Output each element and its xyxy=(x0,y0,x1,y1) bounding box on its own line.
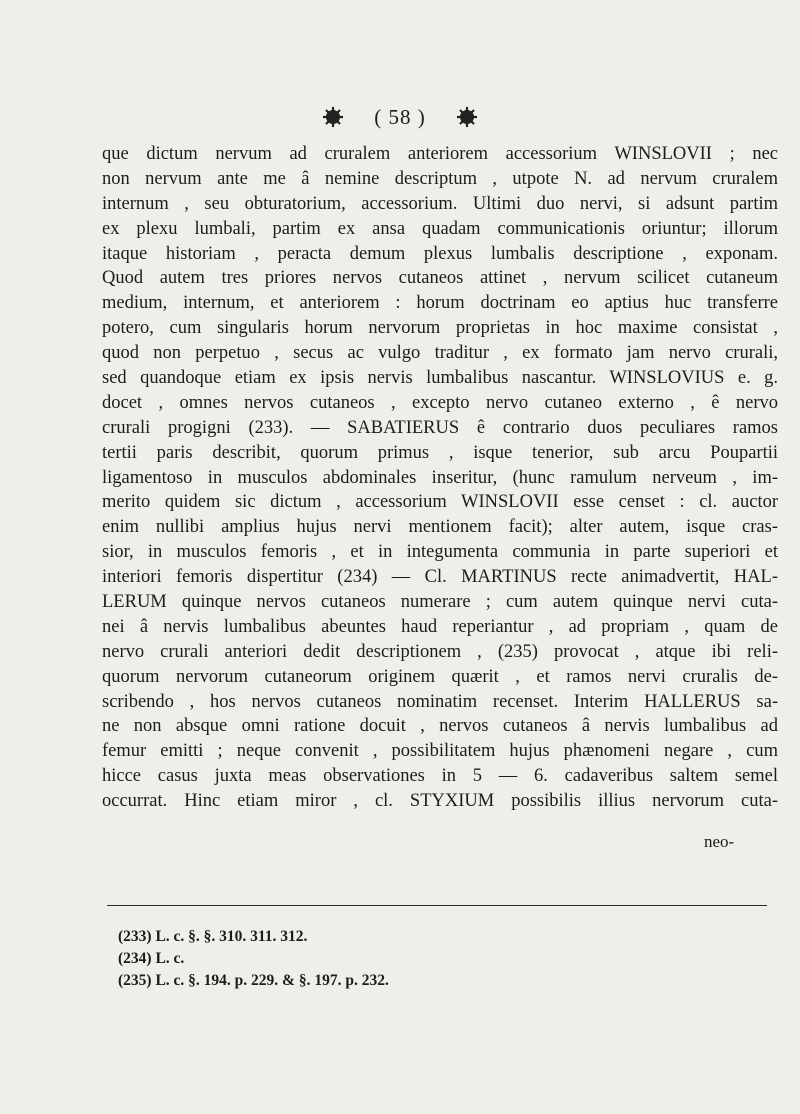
ornament-right-icon xyxy=(456,106,478,128)
footnote: (233) L. c. §. §. 310. 311. 312. xyxy=(118,928,308,945)
text-line: quod non perpetuo , secus ac vulgo traditur , ex formato jam nervo crurali, xyxy=(102,343,778,364)
text-line: LERUM quinque nervos cutaneos numerare ; cum autem quinque nervi cuta- xyxy=(102,592,778,613)
text-line: merito quidem sic dictum , accessorium WINSLOVII esse censet : cl. auctor xyxy=(102,492,778,513)
text-line: sed quandoque etiam ex ipsis nervis lumbalibus nascantur. WINSLOVIUS e. g. xyxy=(102,368,778,389)
text-line: que dictum nervum ad cruralem anteriorem accessorium WINSLOVII ; nec xyxy=(102,144,778,164)
footnote: (235) L. c. §. 194. p. 229. & §. 197. p. 232. xyxy=(118,972,389,989)
footnotes xyxy=(118,926,618,992)
text-line: nei â nervis lumbalibus abeuntes haud reperiantur , ad propriam , quam de xyxy=(102,616,778,637)
text-line: hicce casus juxta meas observationes in 5 — 6. cadaveribus saltem semel xyxy=(102,766,778,787)
text-line: nervo crurali anteriori dedit descriptionem , (235) provocat , atque ibi reli- xyxy=(102,641,778,662)
text-line: ne non absque omni ratione docuit , nervos cutaneos â nervis lumbalibus ad xyxy=(102,716,778,737)
text-line: sior, in musculos femoris , et in integumenta communia in parte superiori et xyxy=(102,542,778,563)
text-line: occurrat. Hinc etiam miror , cl. STYXIUM possibilis illius nervorum cuta- xyxy=(102,791,778,812)
text-line: femur emitti ; neque convenit , possibilitatem hujus phænomeni negare , cum xyxy=(102,741,778,762)
ornament-left-icon xyxy=(322,106,344,128)
text-line: medium, internum, et anteriorem : horum doctrinam eo aptius huc transferre xyxy=(102,293,778,314)
footnote: (234) L. c. xyxy=(118,950,185,967)
text-line: tertii paris describit, quorum primus , isque tenerior, sub arcu Poupartii xyxy=(102,442,778,463)
text-line: Quod autem tres priores nervos cutaneos attinet , nervum scilicet cutaneum xyxy=(102,268,778,289)
catchword: neo- xyxy=(704,832,735,851)
text-line: docet , omnes nervos cutaneos , excepto nervo cutaneo externo , ê nervo xyxy=(102,392,778,413)
text-line: internum , seu obturatorium, accessorium. Ultimi duo nervi, si adsunt partim xyxy=(102,193,778,214)
text-line: ex plexu lumbali, partim ex ansa quadam communicationis oriuntur; illorum xyxy=(102,218,778,239)
body-text xyxy=(102,142,778,814)
text-line: crurali progigni (233). — SABATIERUS ê contrario duos peculiares ramos xyxy=(102,417,778,438)
text-line: quorum nervorum cutaneorum originem quærit , et ramos nervi cruralis de- xyxy=(102,666,778,687)
text-line: potero, cum singularis horum nervorum proprietas in hoc maxime consistat , xyxy=(102,318,778,339)
text-line: scribendo , hos nervos cutaneos nominatim recenset. Interim HALLERUS sa- xyxy=(102,691,778,712)
text-line: ligamentoso in musculos abdominales inseritur, (hunc ramulum nerveum , im- xyxy=(102,467,778,488)
footnote-rule xyxy=(107,905,767,906)
text-line: non nervum ante me â nemine descriptum , utpote N. ad nervum cruralem xyxy=(102,168,778,189)
text-line: enim nullibi amplius hujus nervi mentionem facit); alter autem, isque cras- xyxy=(102,517,778,538)
text-line: interiori femoris dispertitur (234) — Cl. MARTINUS recte animadvertit, HAL- xyxy=(102,567,778,588)
text-line: itaque historiam , peracta demum plexus lumbalis descriptione , exponam. xyxy=(102,243,778,264)
page-header xyxy=(0,103,800,130)
page-number: ( 58 ) xyxy=(374,104,426,129)
